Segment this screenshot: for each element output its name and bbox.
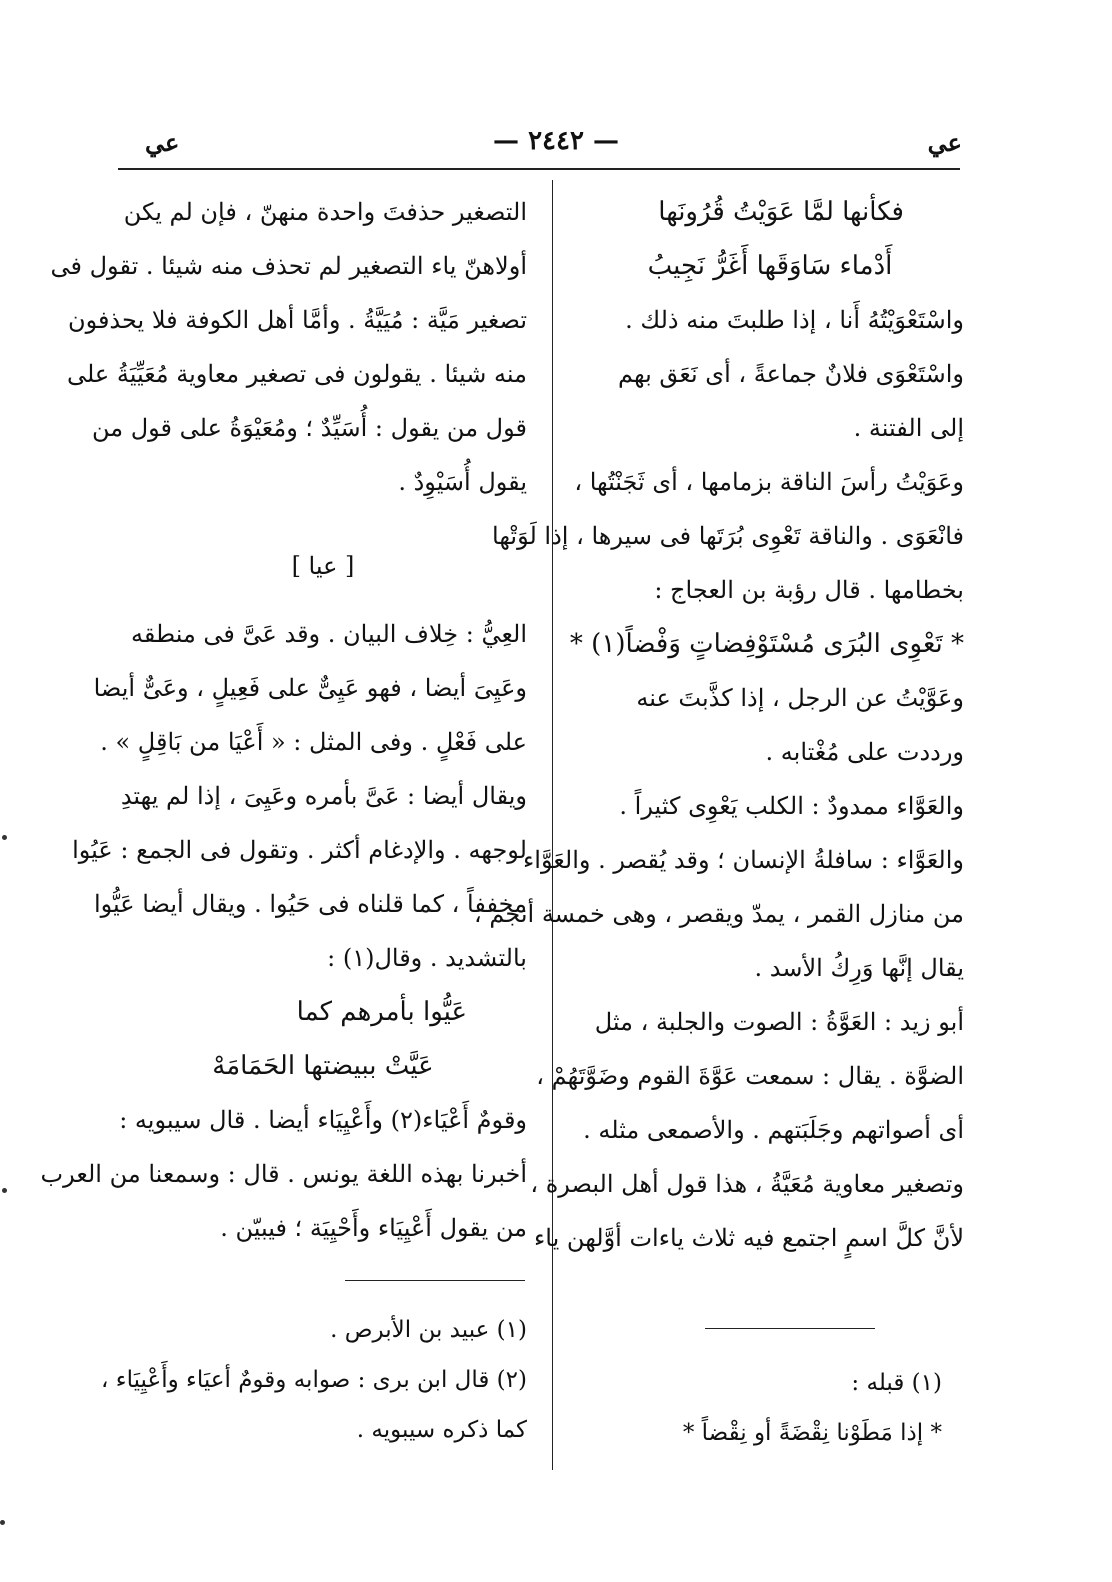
- left-footnotes: [101, 1305, 527, 1455]
- text-line: أخبرنا بهذه اللغة يونس . قال : وسمعنا من العرب: [40, 1160, 527, 1188]
- verse-line: فكأنها لمَّا عَوَيْتُ قُرُونَها: [658, 197, 904, 227]
- spacer: [119, 593, 527, 607]
- text-line: ورددت على مُغْتابه .: [765, 738, 964, 766]
- text-line: قول من يقول : أُسَيِّدٌ ؛ ومُعَيْوَةُ على قول من: [91, 414, 527, 442]
- text-line: أولاهنّ ياء التصغير لم تحذف منه شيئا . تقول فى: [50, 252, 527, 280]
- text-line: العِيُّ : خِلاف البيان . وقد عَىَّ فى منطقه: [131, 620, 527, 648]
- text-line: التصغير حذفتَ واحدة منهنّ ، فإن لم يكن: [123, 198, 527, 226]
- left-column: [40, 185, 527, 1255]
- header-entry-word-right: عي: [927, 128, 962, 157]
- scan-speck: [2, 835, 7, 840]
- scan-speck: [2, 1188, 7, 1193]
- spacer: [119, 509, 527, 539]
- text-line: لأنَّ كلَّ اسمٍ اجتمع فيه ثلاث ياءات أوَّلهن ياء: [534, 1224, 964, 1252]
- scan-speck: [0, 1520, 5, 1525]
- header-entry-word-left: عي: [145, 128, 180, 157]
- footnote-line: كما ذكره سيبويه .: [356, 1417, 527, 1443]
- text-line: والعَوَّاء : سافلةُ الإنسان ؛ وقد يُقصر . والعَوَّاء: [523, 846, 964, 874]
- text-line: وتصغير معاوية مُعَيَّةُ ، هذا قول أهل البصرة ،: [530, 1170, 964, 1198]
- text-line: وقومٌ أَعْيَاء(٢) وأَعْيِيَاء أيضا . قال سيبويه :: [119, 1106, 527, 1134]
- verse-line: عَيُّوا بأمرهم كما: [296, 997, 467, 1027]
- text-line: يقال إنَّها وَرِكُ الأسد .: [754, 954, 964, 982]
- verse-line: أَدْماء سَاوَقَها أَغَرُّ نَجِيبُ: [647, 251, 893, 281]
- text-line: بالتشديد . وقال(١) :: [327, 944, 527, 972]
- entry-heading: [ عيا ]: [291, 552, 355, 580]
- footnote-line: * إذا مَطَوْنا نِقْضَةً أو نِقْضاً *: [682, 1420, 942, 1446]
- text-line: مخففاً ، كما قلناه فى حَيُوا . ويقال أيضا عَيُّوا: [93, 890, 527, 918]
- footnote-line: (١) قبله :: [851, 1370, 942, 1396]
- right-footnotes: [582, 1358, 942, 1458]
- text-line: وعَوَّيْتُ عن الرجل ، إذا كذَّبتَ عنه: [636, 684, 964, 712]
- text-line: واسْتَعْوَيْتُهُ أَنا ، إذا طلبتَ منه ذلك .: [625, 306, 964, 334]
- text-line: يقول أُسَيْوِدٌ .: [398, 468, 527, 496]
- header-rule: [118, 168, 960, 170]
- header-page-number: — ٢٤٤٢ —: [493, 126, 619, 156]
- right-column: [474, 185, 964, 1265]
- verse-line: عَيَّتْ ببيضتها الحَمَامَهْ: [212, 1051, 434, 1081]
- footnote-line: (٢) قال ابن برى : صوابه وقومٌ أعيَاء وأَعْيِيَاء ،: [101, 1367, 527, 1393]
- text-line: أبو زيد : العَوَّةُ : الصوت والجلبة ، مثل: [594, 1008, 964, 1036]
- text-line: من منازل القمر ، يمدّ ويقصر ، وهى خمسة أنجم ،: [474, 900, 964, 928]
- text-line: تصغير مَيَّة : مُيَيَّةُ . وأمَّا أهل الكوفة فلا يحذفون: [67, 306, 527, 334]
- text-line: فانْعَوَى . والناقة تَعْوِى بُرَتَها فى سيرها ، إذا لَوَتْها: [492, 522, 964, 550]
- text-line: والعَوَّاء ممدودٌ : الكلب يَعْوِى كثيراً .: [619, 792, 964, 820]
- footnote-rule-left: [345, 1280, 525, 1281]
- text-line: إلى الفتنة .: [853, 414, 964, 442]
- footnote-rule-right: [705, 1328, 875, 1329]
- footnote-line: (١) عبيد بن الأبرص .: [330, 1317, 527, 1343]
- text-line: أى أصواتهم وجَلَبَتهم . والأصمعى مثله .: [583, 1116, 964, 1144]
- text-line: ويقال أيضا : عَىَّ بأمره وعَيِىَ ، إذا لم يهتدِ: [120, 782, 527, 810]
- text-line: وعَوَيْتُ رأسَ الناقة بزمامها ، أى ثَجَنْتُها ،: [574, 468, 964, 496]
- text-line: منه شيئا . يقولون فى تصغير معاوية مُعَيِّيَةُ على: [66, 360, 527, 388]
- column-divider: [552, 180, 553, 1470]
- text-line: بخطامها . قال رؤبة بن العجاج :: [654, 576, 964, 604]
- text-line: وعَيِىَ أيضا ، فهو عَيِىٌّ على فَعِيلٍ ، وعَىٌّ أيضا: [93, 674, 527, 702]
- text-line: على فَعْلٍ . وفى المثل : « أَعْيَا من بَاقِلٍ » .: [100, 728, 527, 756]
- text-line: الضوَّة . يقال : سمعت عَوَّةَ القوم وضَوَّتَهُمْ ،: [536, 1062, 964, 1090]
- verse-line: * تَعْوِى البُرَى مُسْتَوْفِضاتٍ وَفْضاً(١) *: [569, 629, 964, 659]
- text-line: لوجهه . والإدغام أكثر . وتقول فى الجمع : عَيُوا: [72, 836, 527, 864]
- text-line: واسْتَعْوَى فلانٌ جماعةً ، أى نَعَق بهم: [618, 360, 964, 388]
- text-line: من يقول أَعْيِيَاء وأَحْيِيَة ؛ فيبيّن .: [220, 1214, 527, 1242]
